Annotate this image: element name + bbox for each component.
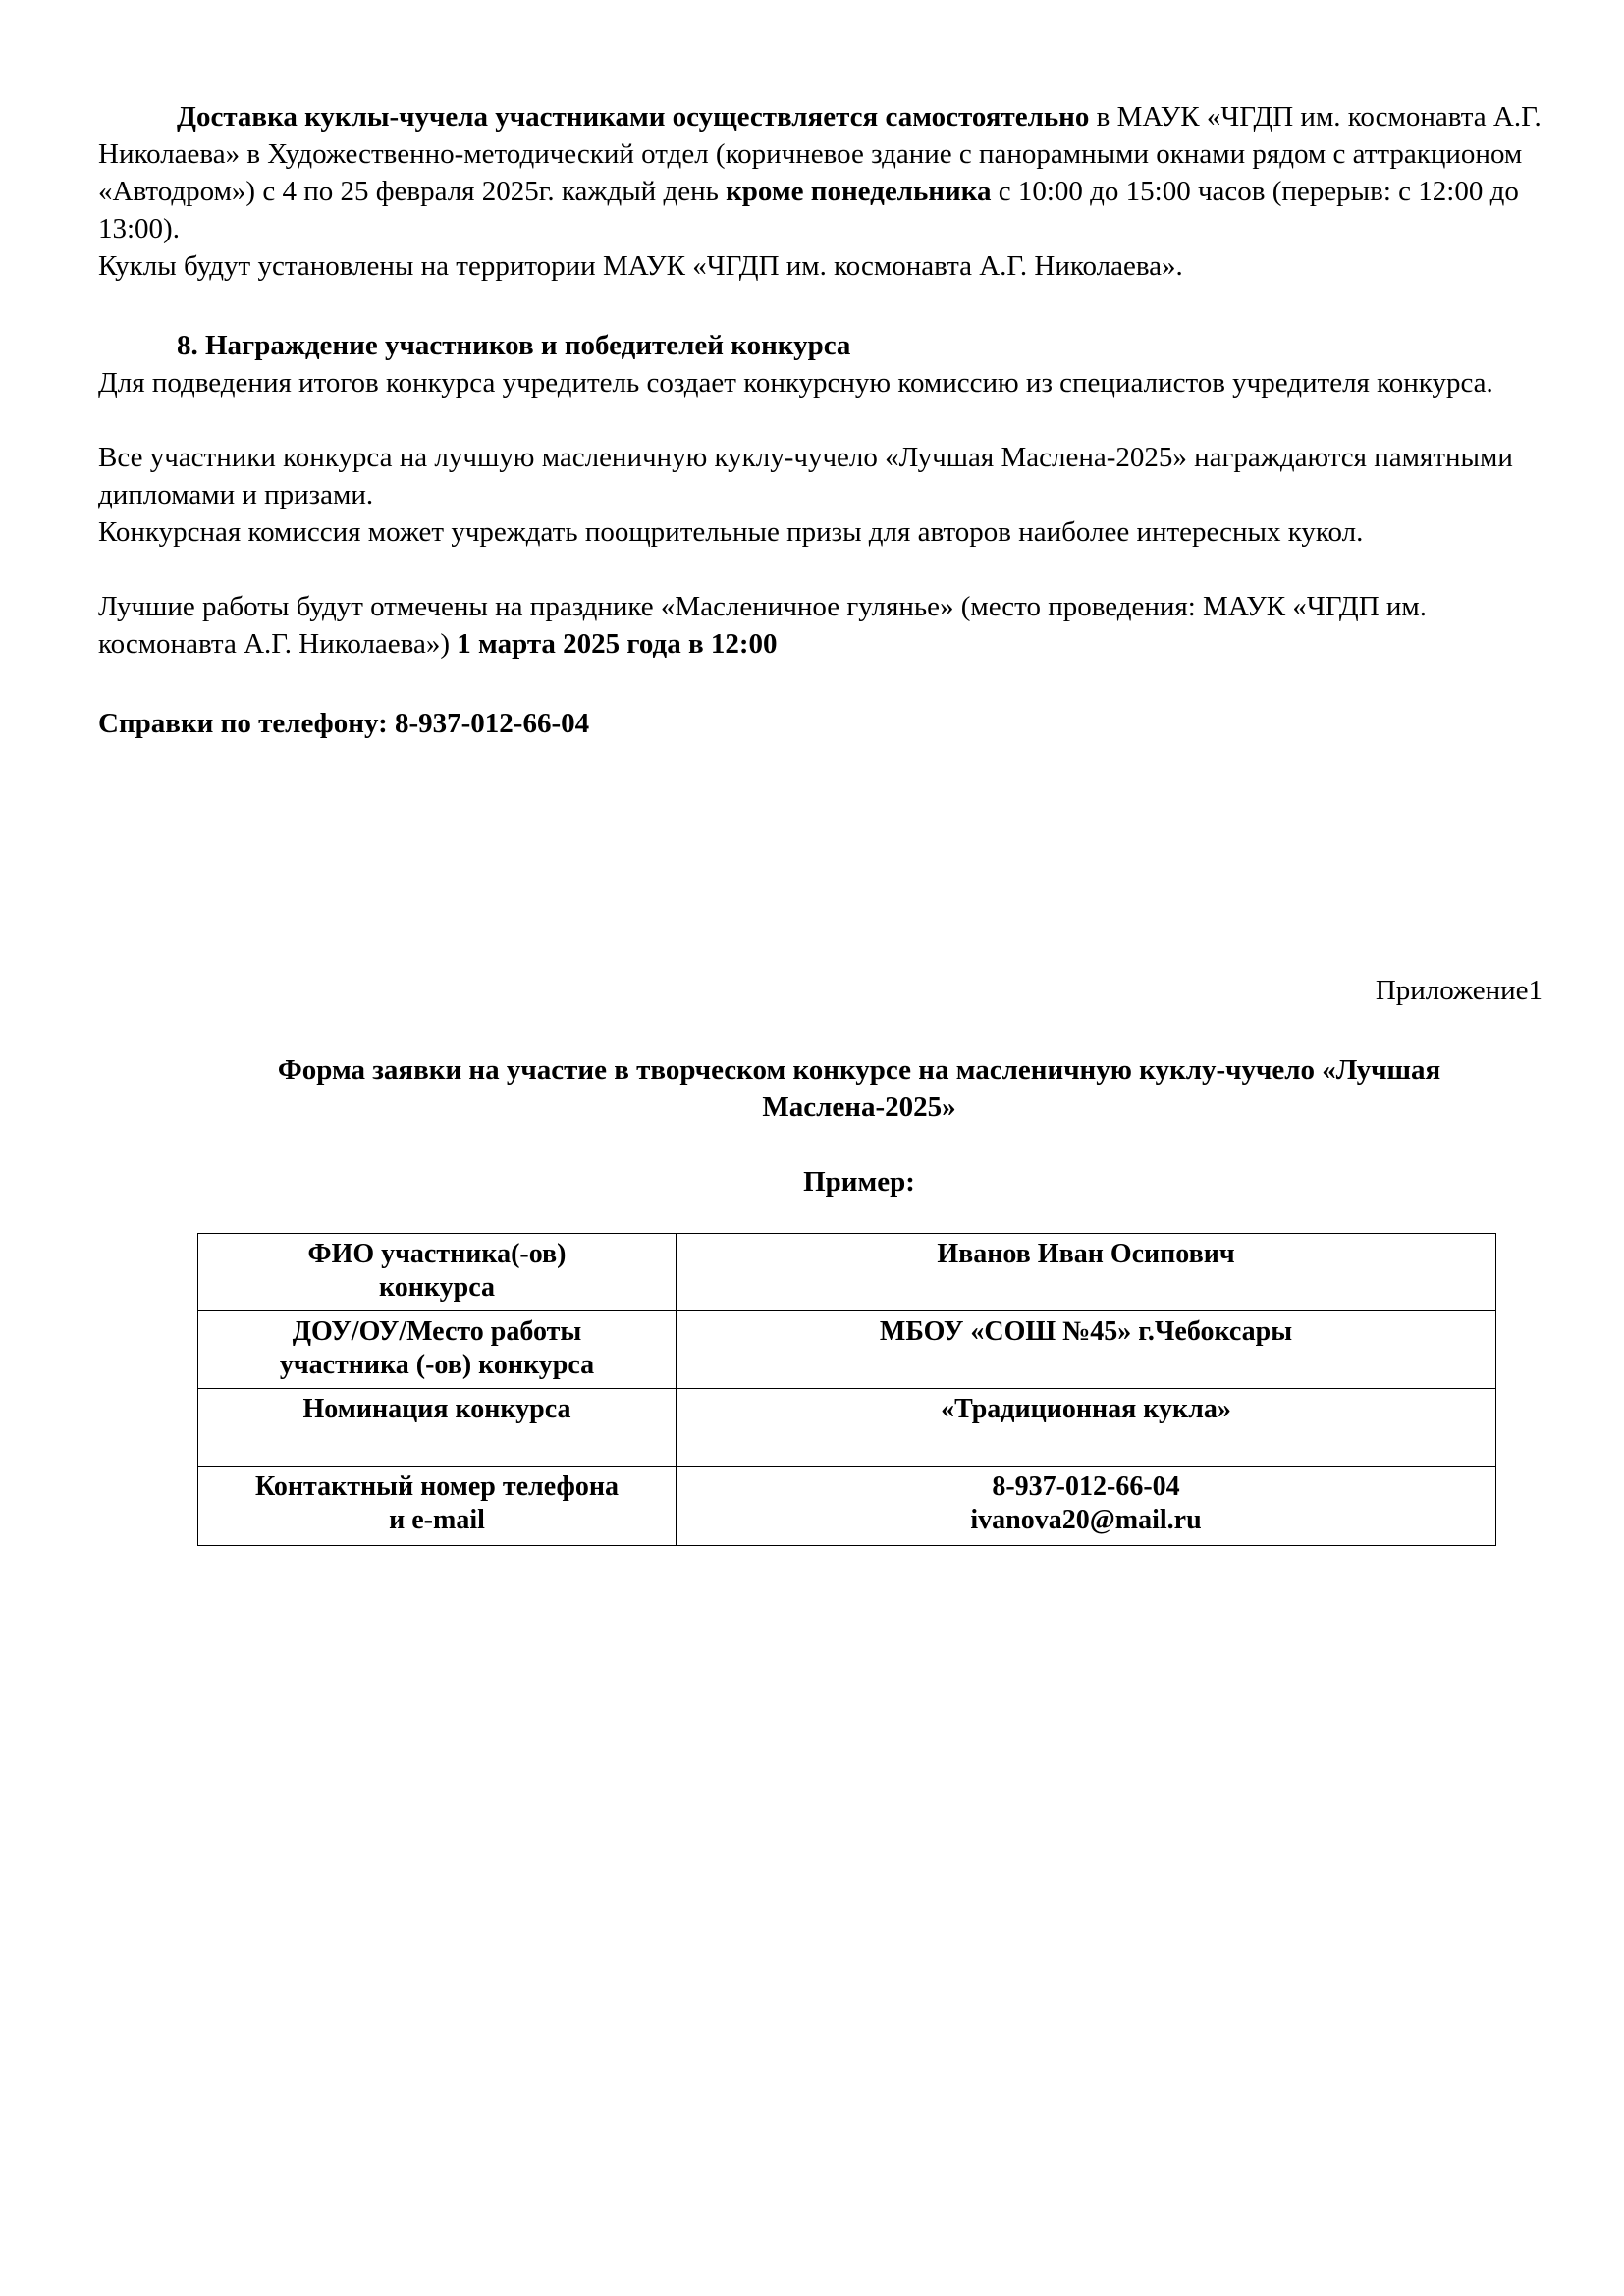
delivery-bold-start: Доставка куклы-чучела участниками осуществляется самостоятельно bbox=[177, 101, 1090, 133]
cell-text: Иванов Иван Осипович bbox=[937, 1239, 1235, 1269]
appendix-title-line1: Форма заявки на участие в творческом конкурсе на масленичную куклу-чучело «Лучшая bbox=[277, 1054, 1441, 1086]
cell-text: МБОУ «СОШ №45» г.Чебоксары bbox=[879, 1316, 1293, 1347]
appendix-label: Приложение1 bbox=[1375, 975, 1543, 1006]
appendix-title-line2: Маслена-2025» bbox=[762, 1092, 956, 1123]
cell-text: Контактный номер телефона bbox=[255, 1471, 619, 1502]
delivery-text-1: в МАУК «ЧГДП им. космонавта А.Г. Николаева» в Художественно-методический отдел (коричневое здание с панорамными окнами рядом с аттракционом «Автодром») с 4 по 25 февраля 2025г. каждый день bbox=[98, 101, 1542, 207]
section8-p4 bbox=[98, 588, 1542, 663]
table-row bbox=[198, 1234, 1496, 1311]
section8-p4-date: 1 марта 2025 года в 12:00 bbox=[457, 628, 778, 660]
delivery-line-2: Куклы будут установлены на территории МАУК «ЧГДП им. космонавта А.Г. Николаева». bbox=[98, 250, 1183, 282]
delivery-bold-mid: кроме понедельника bbox=[726, 176, 992, 207]
table-label-cell bbox=[198, 1389, 677, 1467]
example-label: Пример: bbox=[803, 1166, 915, 1198]
table-label-cell bbox=[198, 1311, 677, 1389]
table-label-cell bbox=[198, 1467, 677, 1546]
table-value-cell bbox=[677, 1311, 1496, 1389]
application-form-table bbox=[197, 1233, 1496, 1546]
cell-text: «Традиционная кукла» bbox=[941, 1394, 1231, 1424]
section8-p3: Конкурсная комиссия может учреждать поощрительные призы для авторов наиболее интересных кукол. bbox=[98, 516, 1364, 548]
section8-p4-text: Лучшие работы будут отмечены на празднике «Масленичное гулянье» (место проведения: МАУК «ЧГДП им. космонавта А.Г. Николаева») bbox=[98, 591, 1428, 660]
cell-text: ДОУ/ОУ/Место работы bbox=[292, 1316, 582, 1347]
table-value-cell bbox=[677, 1234, 1496, 1311]
delivery-text-2: с 10:00 до 15:00 часов (перерыв: с 12:00 до 13:00). bbox=[98, 176, 1519, 244]
section8-heading-text: 8. Награждение участников и победителей конкурса bbox=[177, 330, 851, 361]
cell-text: 8-937-012-66-04 bbox=[992, 1471, 1180, 1502]
table-label-cell bbox=[198, 1234, 677, 1311]
section8-heading bbox=[98, 327, 1542, 364]
table-row bbox=[198, 1467, 1496, 1546]
table-row bbox=[198, 1311, 1496, 1389]
table-value-cell bbox=[677, 1467, 1496, 1546]
section8-p1: Для подведения итогов конкурса учредитель создает конкурсную комиссию из специалистов учредителя конкурса. bbox=[98, 367, 1493, 399]
table-value-cell bbox=[677, 1389, 1496, 1467]
cell-text: участника (-ов) конкурса bbox=[279, 1350, 595, 1380]
cell-text: и e-mail bbox=[389, 1505, 485, 1535]
cell-text: ivanova20@mail.ru bbox=[970, 1505, 1202, 1535]
delivery-paragraph bbox=[98, 98, 1542, 247]
contact-line-text: Справки по телефону: 8-937-012-66-04 bbox=[98, 708, 590, 739]
cell-text: конкурса bbox=[379, 1272, 495, 1303]
cell-text: Номинация конкурса bbox=[302, 1394, 571, 1424]
cell-text: ФИО участника(-ов) bbox=[307, 1239, 567, 1269]
table-row bbox=[198, 1389, 1496, 1467]
section8-p2: Все участники конкурса на лучшую масленичную куклу-чучело «Лучшая Маслена-2025» награждаются памятными дипломами и призами. bbox=[98, 442, 1513, 510]
contact-line bbox=[98, 705, 1542, 742]
